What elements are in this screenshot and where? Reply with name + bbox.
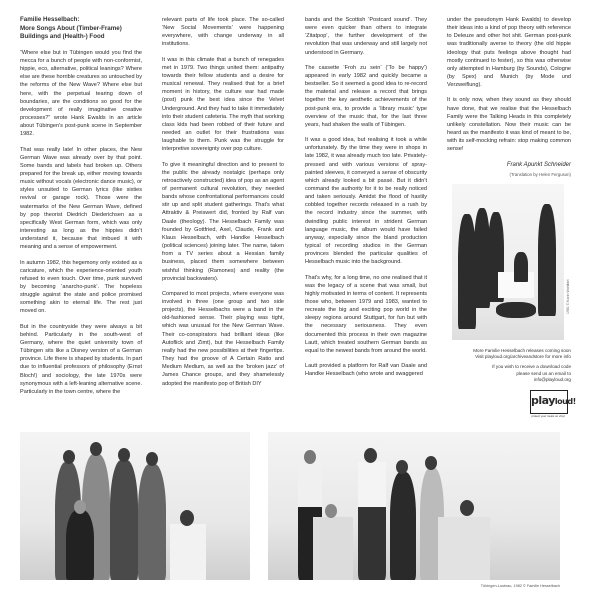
title-line-1: Familie Hesselbach:	[20, 16, 80, 23]
logo-tagline: protect your music on vinyl	[531, 413, 565, 418]
download-info	[447, 364, 571, 383]
paragraph: To give it meaningful direction and to present to the public the already nostalgic (perhaps only retroactively constructed) idea of pop as an agent of permanent cultural revolution, they needed bands whose confrontational performances could stir up and split student gatherings. That's what Attraktiv & Preiswert did, fronted by Ralf van Daale (theology). The Hesselbach Family was founded by Gottfried, Axel, Claude, Frank and Klaus Hesselbach, with Handke Hesselbach (political sciences) joining later. The name, taken from a TV series about a Hessian family business, placed them somewhere between wishful thinking (Ramones) and reality (the provincial backwaters).	[162, 161, 284, 282]
paragraph: It is only now, when they sound as they should have done, that we realise that the Hesselbach Family were the Talking Heads in this completely unlikely constellation. Now their music can be heard as the manifesto it was kind of meant to be, with its self-mocking refrain: stop making common sense!	[447, 97, 571, 153]
info-line: If you wish to receive a download code	[492, 364, 571, 370]
logo-area	[447, 390, 576, 420]
paragraph: Compared to most projects, where everyone was involved in three (one group and two side projects), the Hesselbachs were a band in the old-fashioned sense. Their playing was tight, which was unusual for the New German Wave. Their co-conspirators had brilliant ideas (like Autoflick and Zimt), but the Hesselbach Family really had the new possibilities at their fingertips. They had the groove of A Certain Ratio and Medium Medium, as well as the ‘broken jazz’ of James Chance groups, and they shamelessly adopted the manifesto pop of British DIY	[162, 290, 284, 387]
paragraph: under the pseudonym Hank Ewalds) to develop their ideas into a kind of pop theory with reference to Deleuze and other hot shit. German post-punk was traditionally averse to theory (the old hippie ideology that puts feelings above thought had mostly continued to fester), so this was otherwise only attempted in Hamburg (by Sounds), Cologne (by Spex) and Munich (by Mode und Verzweiflung).	[447, 17, 571, 89]
paragraph: The cassette ‘Froh zu sein’ (‘To be happy’) appeared in early 1982 and quickly became a bestseller. So it seemed a good idea to re-record the material and release a record that brings together the key aesthetic achievements of the post-punk era, to provide a ‘library music’ type overview of the music that, for the last three years, had shaken the walls of Tübingen.	[305, 64, 427, 128]
article-column-1	[20, 16, 142, 403]
paragraph: That's why, for a long time, no one realised that it was the legacy of a scene that was small, but highly motivated in terms of content. It represents those who, between 1979 and 1983, wanted to recreate the big and exciting pop world in the sleepy regions around Stuttgart, for fun but with the necessary seriousness. They even documented this process in their own magazine Lautt, which treated southern German bands as equal to the newest bands from around the world.	[305, 274, 427, 354]
paragraph: relevant parts of life took place. The so-called ‘New Social Movements’ were happening everywhere, with change underway in all institutions.	[162, 17, 284, 48]
band-photo-right	[268, 432, 560, 580]
playloud-logo: playloud!	[530, 390, 568, 414]
email-link[interactable]: info@playloud.org	[533, 377, 571, 383]
photo-caption: Tübingen-Lustnau, 1982 © Familie Hesselbach	[480, 584, 560, 588]
author-signature: Frank Apunkt Schneider	[506, 161, 571, 168]
photo-credit-top: 1981 © Karin Wohlfart	[566, 279, 570, 314]
paragraph: bands and the Scottish ‘Postcard sound’. They were even quicker than others to integrate ‘Zitatpop’, the further development of the revolution that was underway and still largely not understood in Germany.	[305, 17, 427, 56]
translation-credit: (Translation by Helen Ferguson)	[509, 171, 571, 177]
paragraph: In autumn 1982, this hegemony only existed as a caricature, which the experience-oriented youth refused to even touch. Over time, punk survived by becoming ‘anarcho-punk’. The hopeless struggle against the state and police promised something akin to eternal life. The rest just moved on.	[20, 259, 142, 315]
paragraph: It was in this climate that a bunch of renegades met in 1979. Two things united them: antipathy towards their fellow students and a desire for musical renewal. They realised that for a brief moment in history, the culture war had made (post) punk the best idea since the Velvet Underground. And they had to take it immediately into their student cafeteria. The myth that working class kids had been robbed of their future and needed an outlet for their frustrations was laughable to them. Punk was the struggle for interpretive sovereignty over pop culture.	[162, 56, 284, 153]
article-title	[20, 16, 142, 42]
paragraph: That was really late! In other places, the New German Wave was already over by that point. Some bands and labels had broken up. Others prepared for the break up, either moving towards music without vocals (electronic dance music), or styles unsuited to German lyrics (like sixties revival or garage rock). Those were the watermarks of the New German Wave, defined by pop theorist Diedrich Diederichsen as a specifically West German form, which was only interesting as long as the hippies didn't understand it, because that imbued it with meaning and a sense of empowerment.	[20, 146, 142, 251]
info-line: Visit playloud.org/archiveandstore for more info	[475, 354, 571, 360]
paragraph: Lautt provided a platform for Ralf van Daale and Handke Hesselbach (who wrote and swaggered	[305, 363, 427, 378]
title-line-2: More Songs About (Timber-Frame) Buildings and (Health-) Food	[20, 24, 122, 41]
paragraph: But in the countryside they were always a bit behind. Particularly in the south-west of Germany, where the quiet university town of Tübingen sits like a Disney version of a German province. Life there is shaped by students. In part due to influential professors of philosophy (Ernst Bloch!) and sociology, the late 1970s were synonymous with a left-leaning alternative scene. Particularly in the town centre, where the	[20, 323, 142, 395]
article-column-3	[305, 16, 427, 385]
band-photo-outdoor-wrap	[447, 184, 571, 340]
info-line: please send us an email to	[516, 370, 571, 376]
article-column-4	[447, 16, 576, 420]
info-line: More Familie Hesselbach releases coming soon	[473, 347, 571, 353]
paragraph: It was a good idea, but realising it took a while unfortunately. By the time they were in shops in late 1982, it was already much too late. Privately-pressed and with various versions of spray-painted sleeves, it conveyed a sense of obscurity which already looked a bit passé. But it didn't command the authority for it to be really noticed and taken seriously. Amidst the flood of hastily cobbled together records released in a rush by the record industry since the summer, with dwindling public interest in strident German language music, the album would have failed anyway, especially since the bland production typical of recording studios in the German provinces blended the particular qualities of Hesselbach music into the background.	[305, 137, 427, 266]
article-column-2	[162, 16, 284, 395]
release-info	[447, 348, 571, 361]
band-photo-outdoor	[452, 184, 564, 340]
paragraph: “Where else but in Tübingen would you find the mecca for a bunch of people with non-conformist, hippie, eco, alternative, political leanings? Where else are these horrible creatures so untouched by the reforms of the New Wave? Where else but here, with the perpetual tearing down of boundaries, are the conditions so good for the development of really imaginative creative processes?” wrote Hank Ewalds in an article about Tübingen's post-punk scene in September 1982.	[20, 49, 142, 138]
band-photo-left	[20, 432, 250, 580]
